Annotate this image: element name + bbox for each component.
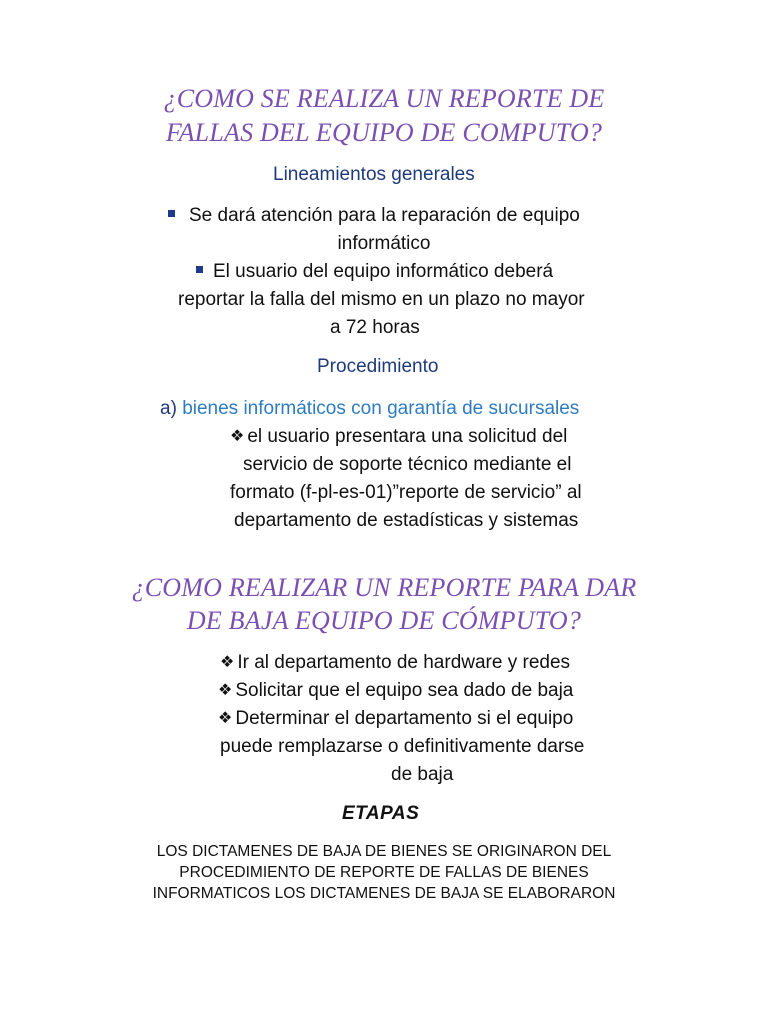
diamond-bullet-icon: ❖ bbox=[218, 710, 233, 727]
baja-step-3-line-1 bbox=[218, 708, 573, 730]
bullet-2-line-1 bbox=[196, 261, 553, 283]
square-bullet-icon bbox=[168, 210, 175, 217]
title-line-1: ¿COMO SE REALIZA UN REPORTE DE bbox=[163, 84, 605, 113]
etapas-line-1: LOS DICTAMENES DE BAJA DE BIENES SE ORIGINARON DEL bbox=[156, 843, 612, 860]
etapas-line-2: PROCEDIMIENTO DE REPORTE DE FALLAS DE BIENES bbox=[179, 864, 589, 881]
diamond-bullet-icon: ❖ bbox=[218, 682, 233, 699]
bullet-2-line-3: a 72 horas bbox=[330, 317, 420, 338]
step-1-line-4: departamento de estadísticas y sistemas bbox=[234, 510, 579, 531]
baja-step-1 bbox=[220, 652, 570, 674]
diamond-bullet-icon: ❖ bbox=[220, 654, 235, 671]
step-1-text: el usuario presentara una solicitud del bbox=[247, 426, 568, 447]
diamond-bullet-icon: ❖ bbox=[230, 428, 245, 445]
step-1-line-2: servicio de soporte técnico mediante el bbox=[243, 454, 572, 475]
bullet-1-line-2: informático bbox=[337, 233, 431, 254]
title2-line-2: DE BAJA EQUIPO DE CÓMPUTO? bbox=[186, 606, 582, 635]
baja-step-1-text: Ir al departamento de hardware y redes bbox=[237, 652, 571, 673]
baja-step-3-line-3: de baja bbox=[391, 764, 454, 785]
square-bullet-icon bbox=[196, 266, 203, 273]
baja-step-3-line-2: puede remplazarse o definitivamente darse bbox=[220, 736, 585, 757]
baja-step-2-text: Solicitar que el equipo sea dado de baja bbox=[235, 680, 574, 701]
item-a-text: bienes informáticos con garantía de sucursales bbox=[182, 398, 580, 419]
step-1-line-3: formato (f-pl-es-01)”reporte de servicio” al bbox=[230, 482, 582, 503]
etapas-line-3: INFORMATICOS LOS DICTAMENES DE BAJA SE ELABORARON bbox=[152, 885, 616, 902]
etapas-heading: ETAPAS bbox=[342, 803, 420, 824]
step-1-line-1 bbox=[230, 426, 567, 448]
bullet-1-line-1 bbox=[168, 205, 580, 227]
procedimiento-heading: Procedimiento bbox=[317, 356, 439, 377]
item-a bbox=[160, 398, 579, 420]
baja-step-3-text: Determinar el departamento si el equipo bbox=[235, 708, 574, 729]
item-a-label: a) bbox=[160, 398, 177, 419]
bullet-2-line-2: reportar la falla del mismo en un plazo no mayor bbox=[178, 289, 585, 310]
title-line-2: FALLAS DEL EQUIPO DE COMPUTO? bbox=[165, 118, 603, 147]
baja-step-2 bbox=[218, 680, 573, 702]
bullet-2-text: El usuario del equipo informático deberá bbox=[213, 261, 554, 282]
title2-line-1: ¿COMO REALIZAR UN REPORTE PARA DAR bbox=[131, 573, 637, 602]
bullet-1-text: Se dará atención para la reparación de equipo bbox=[189, 205, 580, 226]
lineamientos-heading: Lineamientos generales bbox=[273, 164, 475, 185]
